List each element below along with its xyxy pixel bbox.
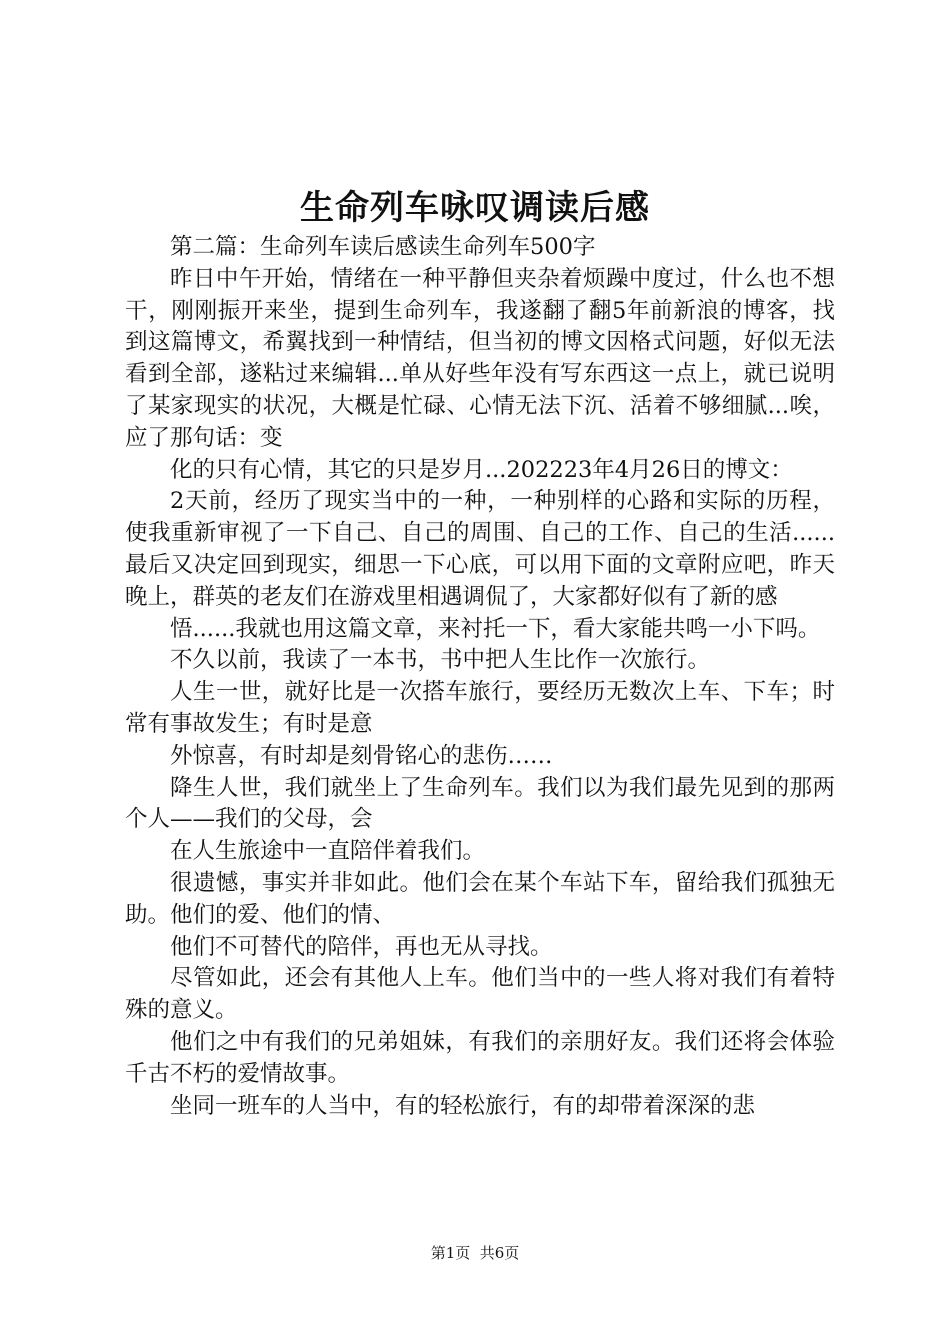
paragraph: 尽管如此，还会有其他人上车。他们当中的一些人将对我们有着特殊的意义。 bbox=[125, 965, 835, 1024]
paragraph: 化的只有心情，其它的只是岁月...202223年4月26日的博文： bbox=[170, 456, 793, 483]
paragraph: 2天前，经历了现实当中的一种，一种别样的心路和实际的历程，使我重新审视了一下自己、自己的周围、自己的工作、自己的生活......最后又决定回到现实，细思一下心底，可以用下面的文章附应吧，昨天晚上，群英的老友们在游戏里相遇调侃了，大家都好似有了新的感 bbox=[125, 488, 835, 610]
paragraph: 很遗憾，事实并非如此。他们会在某个车站下车，留给我们孤独无助。他们的爱、他们的情、 bbox=[125, 869, 835, 928]
document-title: 生命列车咏叹调读后感 bbox=[300, 188, 650, 228]
document-body bbox=[125, 232, 835, 1122]
page-footer: 第1页 共6页 bbox=[430, 1244, 520, 1262]
paragraph: 坐同一班车的人当中，有的轻松旅行，有的却带着深深的悲 bbox=[170, 1092, 756, 1119]
paragraph: 他们之中有我们的兄弟姐妹，有我们的亲朋好友。我们还将会体验千古不朽的爱情故事。 bbox=[125, 1028, 835, 1087]
paragraph: 在人生旅途中一直陪伴着我们。 bbox=[170, 838, 486, 865]
paragraph: 人生一世，就好比是一次搭车旅行，要经历无数次上车、下车；时常有事故发生；有时是意 bbox=[125, 679, 835, 737]
paragraph: 外惊喜，有时却是刻骨铭心的悲伤…… bbox=[170, 742, 553, 769]
paragraph: 悟......我就也用这篇文章，来衬托一下，看大家能共鸣一小下吗。 bbox=[170, 615, 821, 642]
paragraph: 他们不可替代的陪伴，再也无从寻找。 bbox=[170, 933, 553, 960]
paragraph: 降生人世，我们就坐上了生命列车。我们以为我们最先见到的那两个人——我们的父母，会 bbox=[125, 774, 835, 833]
paragraph: 第二篇：生命列车读后感读生命列车500字 bbox=[170, 234, 596, 260]
paragraph: 昨日中午开始，情绪在一种平静但夹杂着烦躁中度过，什么也不想干，刚刚振开来坐，提到生命列车，我遂翻了翻5年前新浪的博客，找到这篇博文，希翼找到一种情结，但当初的博文因格式问题，好似无法看到全部，遂粘过来编辑...单从好些年没有写东西这一点上，就已说明了某家现实的状况，大概是忙碌、心情无法下沉、活着不够细腻...唉，应了那句话：变 bbox=[125, 265, 835, 451]
paragraph: 不久以前，我读了一本书，书中把人生比作一次旅行。 bbox=[170, 647, 711, 674]
